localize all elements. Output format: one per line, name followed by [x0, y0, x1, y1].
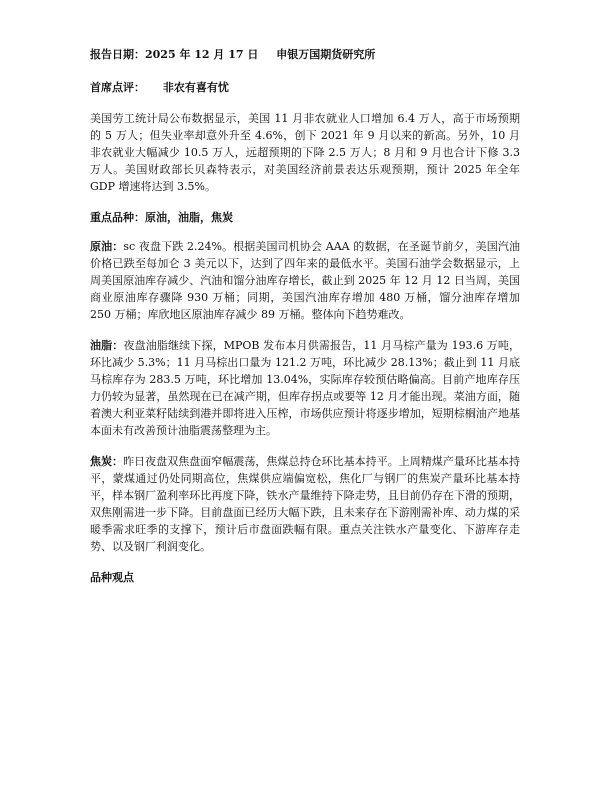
oils-label: 油脂： [90, 339, 124, 352]
crude-oil-label: 原油： [90, 240, 124, 253]
report-page [90, 46, 520, 586]
coke-paragraph [90, 453, 520, 555]
oils-text: 夜盘油脂继续下探，MPOB 发布本月供需报告，11 月马棕产量为 193.6 万吨，环比减少 5.3%；11 月马棕出口量为 121.2 万吨，环比减少 28.13%；截止到 11 月底马棕库存为 283.5 万吨，环比增加 13.04%，实际库存较预估略偏高。目前产地库存压力仍较为显著，虽然现在已在减产期，但库存拐点或要等 12 月才能出现。菜油方面，随着澳大利亚菜籽陆续到港并即将进入压榨，市场供应预计将逐步增加，短期棕榈油产地基本面未有改善预计油脂震荡整理为主。 [90, 339, 520, 437]
intro-paragraph: 美国劳工统计局公布数据显示，美国 11 月非农就业人口增加 6.4 万人，高于市场预期的 5 万人；但失业率却意外升至 4.6%，创下 2021 年 9 月以来的新高。另外，10 月非农就业大幅减少 10.5 万人，远超预期的下降 2.5 万人；8 月和 9 月也合计下修 3.3 万人。美国财政部长贝森特表示，对美国经济前景表达乐观预期，预计 2025 年全年 GDP 增速将达到 3.5%。 [90, 112, 520, 193]
headline-title: 非农有喜有忧 [162, 81, 229, 94]
report-header [90, 46, 520, 63]
headline-label: 首席点评： [90, 81, 145, 94]
headline [90, 79, 520, 96]
focus-title: 重点品种：原油，油脂，焦炭 [90, 211, 233, 224]
report-date: 报告日期：2025 年 12 月 17 日 [90, 48, 259, 61]
coke-label: 焦炭： [90, 455, 124, 468]
oils-paragraph [90, 337, 520, 439]
crude-oil-paragraph [90, 238, 520, 323]
crude-oil-text: sc 夜盘下跌 2.24%。根据美国司机协会 AAA 的数据，在圣诞节前夕，美国汽油价格已跌至每加仑 3 美元以下，达到了四年来的最低水平。美国石油学会数据显示，上周美国原油库存减少、汽油和馏分油库存增长，截止到 2025 年 12 月 12 日当周，美国商业原油库存骤降 930 万桶；同期，美国汽油库存增加 480 万桶，馏分油库存增加 250 万桶；库欣地区原油库存减少 89 万桶。整体向下趋势难改。 [90, 240, 520, 321]
institute-name: 申银万国期货研究所 [276, 48, 376, 61]
views-title: 品种观点 [90, 571, 134, 584]
coke-text: 昨日夜盘双焦盘面窄幅震荡，焦煤总持仓环比基本持平。上周精煤产量环比基本持平，蒙煤通过仍处同期高位，焦煤供应端偏宽松，焦化厂与钢厂的焦炭产量环比基本持平，样本钢厂盈利率环比再度下降，铁水产量维持下降走势，且目前仍存在下滑的预期，双焦刚需进一步下降。目前盘面已经历大幅下跌，且未来存在下游刚需补库、动力煤的采暖季需求旺季的支撑下，预计后市盘面跌幅有限。重点关注铁水产量变化、下游库存走势、以及钢厂利润变化。 [90, 455, 521, 553]
